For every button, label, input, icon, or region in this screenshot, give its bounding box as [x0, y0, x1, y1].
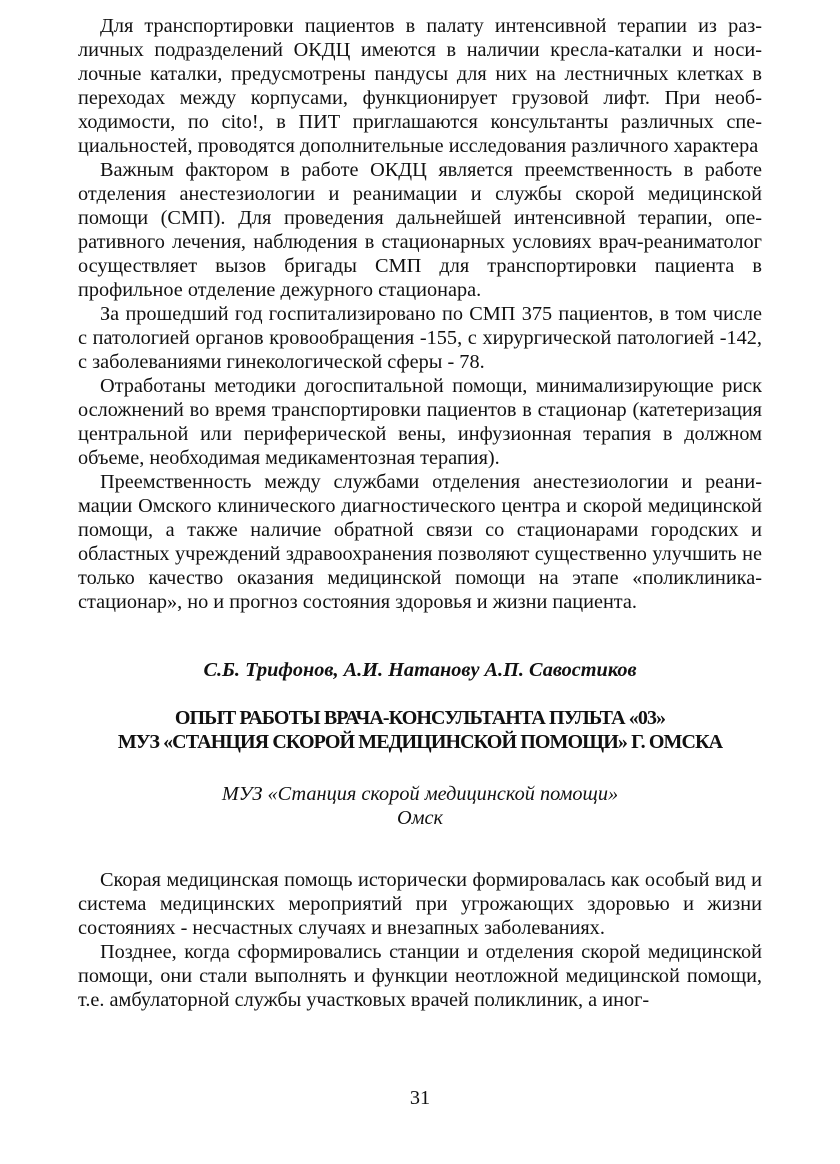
section-gap: [78, 614, 762, 658]
page-body: [78, 14, 762, 1012]
paragraph-methods: Отработаны методики догоспитальной помощи, минимализирующие риск осложнений во время транспортировки пациентов в стационар (катетеризация центральной или периферической вены, инфузионная терапия в должном объеме, необходимая медикаментозная терапия).: [78, 375, 762, 469]
article-title-line-2: МУЗ «СТАНЦИЯ СКОРОЙ МЕДИЦИНСКОЙ ПОМОЩИ» Г. ОМСКА: [117, 731, 723, 753]
paragraph-continuity: Важным фактором в работе ОКДЦ является преемственность в работе отделения анестезиологии и реанимации и службы скорой медицинской помощи (СМП). Для проведения дальнейшей интенсивной терапии, оперативного лечения, наблюдения в стационарных условиях врач-реаниматолог осуществляет вызов бригады СМП для транспортировки пациента в профильное отделение дежурного стационара.: [78, 159, 762, 301]
paragraph-transport: Для транспортировки пациентов в палату интенсивной терапии из различных подразделений ОКДЦ имеются в наличии кресла-каталки и носилочные каталки, предусмотрены пандусы для них на лестничных клетках в переходах между корпусами, функционирует грузовой лифт. При необходимости, по cito!, в ПИТ приглашаются консультанты различных специальностей, проводятся дополнительные исследования различного характера: [78, 15, 762, 157]
page-number: 31: [409, 1087, 431, 1109]
paragraph-statistics: За прошедший год госпитализировано по СМП 375 пациентов, в том числе с патологией органов кровообращения -155, с хирургической патологией -142, с заболеваниями гинекологической сферы - 78.: [78, 303, 762, 373]
paragraph-conclusion: Преемственность между службами отделения анестезиологии и реанимации Омского клинического диагностического центра и скорой медицинской помощи, а также наличие обратной связи со стационарами городских и областных учреждений здравоохранения позволяют существенно улучшить не только качество оказания медицинской помощи на этапе «поликлиника-стационар», но и прогноз состояния здоровья и жизни пациента.: [78, 471, 762, 613]
article-title: [78, 706, 762, 754]
article-affiliation: [78, 782, 762, 830]
affiliation-city: Омск: [396, 807, 444, 829]
paragraph-later: Позднее, когда сформировались станции и отделения скорой медицинской помощи, они стали выполнять и функции неотложной медицинской помощи, т.е. амбулаторной службы участковых врачей поликлиник, а иног-: [78, 941, 762, 1011]
title-gap: [78, 830, 762, 868]
paragraph-history: Скорая медицинская помощь исторически формировалась как особый вид и система медицинских мероприятий при угрожающих здоровью и жизни состояниях - несчастных случаях и внезапных заболеваниях.: [78, 869, 762, 939]
affiliation-organization: МУЗ «Станция скорой медицинской помощи»: [221, 783, 619, 805]
article-title-line-1: ОПЫТ РАБОТЫ ВРАЧА-КОНСУЛЬТАНТА ПУЛЬТА «03»: [174, 707, 666, 729]
article-authors: С.Б. Трифонов, А.И. Натанову А.П. Савостиков: [203, 659, 637, 681]
